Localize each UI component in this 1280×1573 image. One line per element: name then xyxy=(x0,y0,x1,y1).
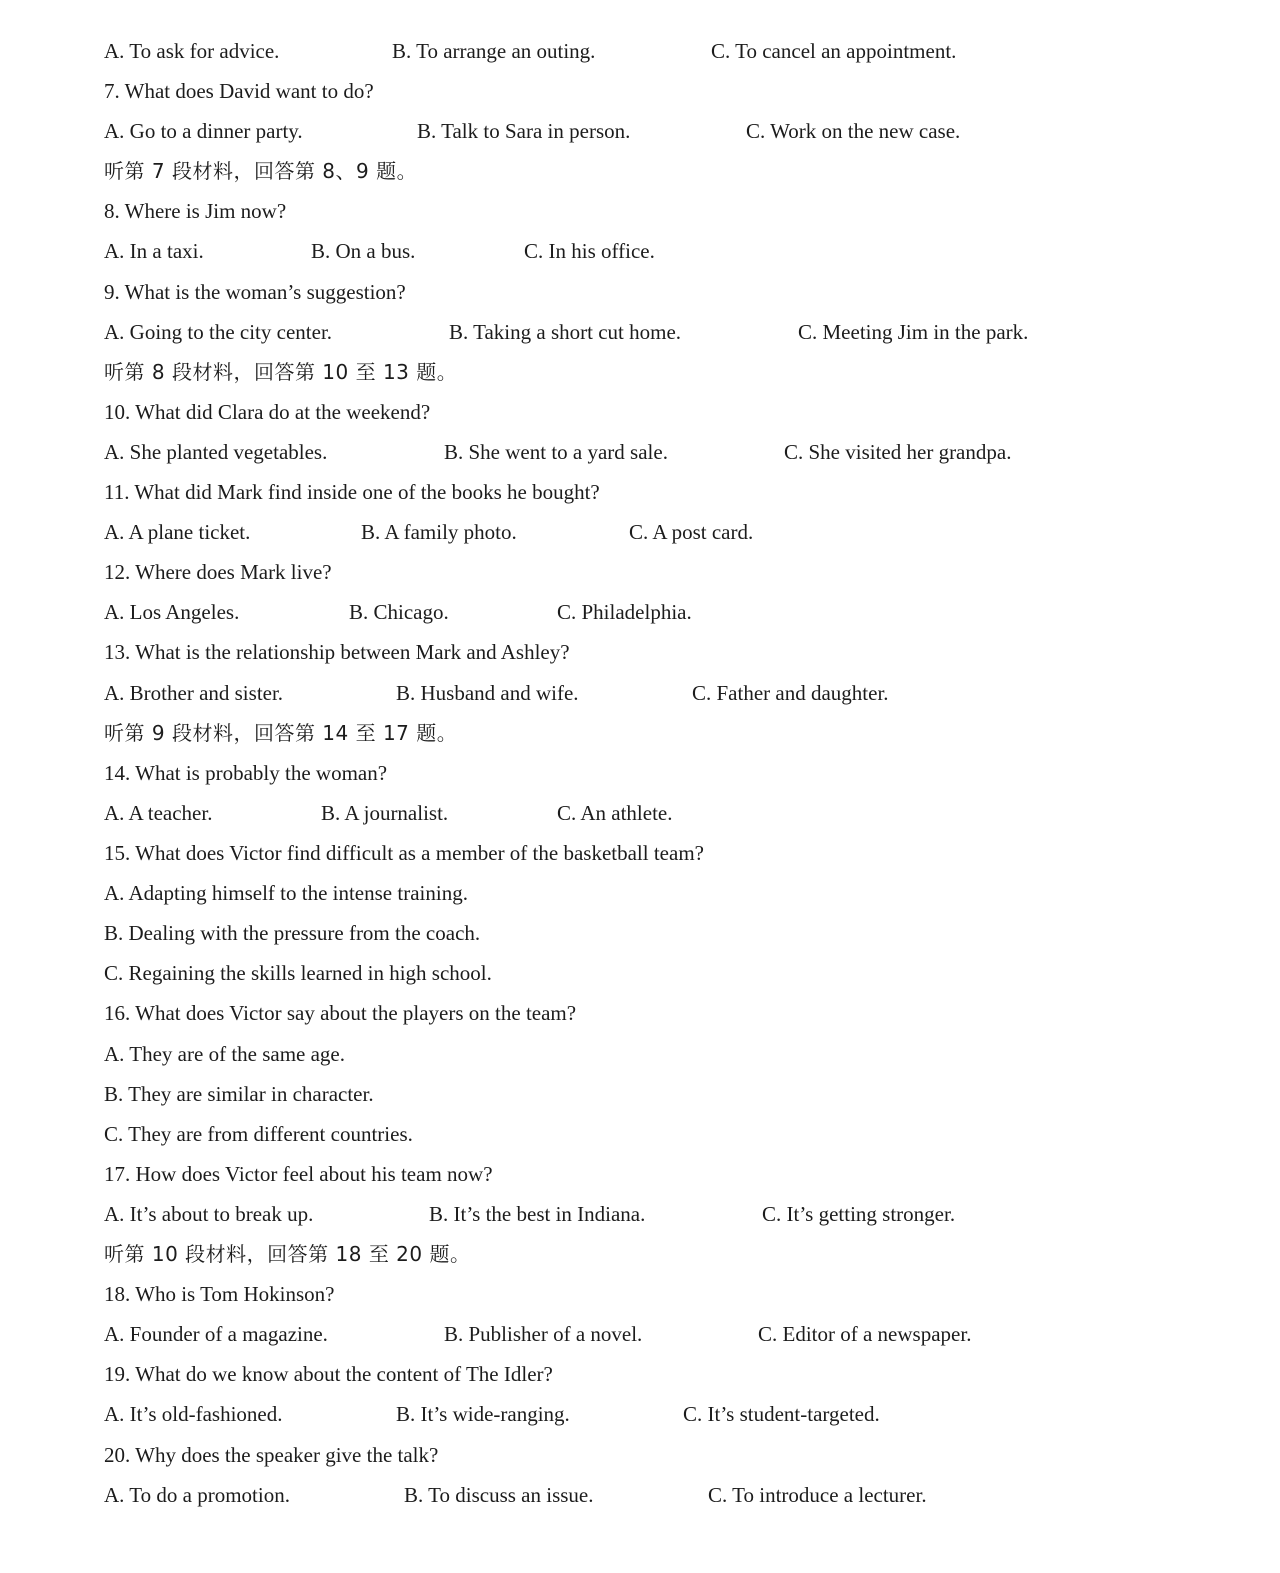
option-row xyxy=(0,1318,1280,1350)
answer-option-a: A. A teacher. xyxy=(104,801,213,825)
answer-option-a: A. Founder of a magazine. xyxy=(104,1322,328,1346)
answer-option-c: C. It’s student-targeted. xyxy=(683,1402,880,1426)
option-row xyxy=(0,797,1280,829)
question-text: 8. Where is Jim now? xyxy=(104,199,287,223)
section-instruction: 听第 7 段材料，回答第 8、9 题。 xyxy=(104,159,418,183)
answer-option-b: B. A family photo. xyxy=(361,520,517,544)
answer-option-c: C. Editor of a newspaper. xyxy=(758,1322,972,1346)
answer-option-line: C. They are from different countries. xyxy=(104,1122,413,1146)
option-row xyxy=(0,1479,1280,1511)
answer-option-a: A. To do a promotion. xyxy=(104,1483,290,1507)
answer-option-a: A. Going to the city center. xyxy=(104,320,333,344)
question-text: 12. Where does Mark live? xyxy=(104,560,332,584)
answer-option-b: B. To arrange an outing. xyxy=(392,39,596,63)
option-row xyxy=(0,1198,1280,1230)
section-instruction: 听第 9 段材料，回答第 14 至 17 题。 xyxy=(104,721,458,745)
answer-option-b: B. To discuss an issue. xyxy=(404,1483,594,1507)
question-text: 17. How does Victor feel about his team now? xyxy=(104,1162,493,1186)
answer-option-b: B. It’s the best in Indiana. xyxy=(429,1202,646,1226)
answer-option-a: A. Brother and sister. xyxy=(104,681,284,705)
question-text: 10. What did Clara do at the weekend? xyxy=(104,400,431,424)
answer-option-c: C. Meeting Jim in the park. xyxy=(798,320,1029,344)
answer-option-line: B. Dealing with the pressure from the coach. xyxy=(104,921,481,945)
answer-option-c: C. Work on the new case. xyxy=(746,119,961,143)
answer-option-c: C. She visited her grandpa. xyxy=(784,440,1012,464)
answer-option-a: A. She planted vegetables. xyxy=(104,440,328,464)
answer-option-a: A. In a taxi. xyxy=(104,239,204,263)
question-text: 19. What do we know about the content of The Idler? xyxy=(104,1362,553,1386)
section-instruction: 听第 8 段材料，回答第 10 至 13 题。 xyxy=(104,360,458,384)
answer-option-a: A. Go to a dinner party. xyxy=(104,119,303,143)
answer-option-b: B. Chicago. xyxy=(349,600,449,624)
answer-option-c: C. An athlete. xyxy=(557,801,673,825)
answer-option-c: C. Philadelphia. xyxy=(557,600,692,624)
question-text: 7. What does David want to do? xyxy=(104,79,374,103)
answer-option-c: C. In his office. xyxy=(524,239,655,263)
question-text: 20. Why does the speaker give the talk? xyxy=(104,1443,439,1467)
answer-option-a: A. It’s old-fashioned. xyxy=(104,1402,283,1426)
answer-option-c: C. A post card. xyxy=(629,520,754,544)
answer-option-b: B. Talk to Sara in person. xyxy=(417,119,631,143)
option-row xyxy=(0,677,1280,709)
answer-option-line: B. They are similar in character. xyxy=(104,1082,374,1106)
question-text: 18. Who is Tom Hokinson? xyxy=(104,1282,335,1306)
option-row xyxy=(0,115,1280,147)
answer-option-c: C. To cancel an appointment. xyxy=(711,39,957,63)
answer-option-a: A. Los Angeles. xyxy=(104,600,240,624)
answer-option-b: B. Taking a short cut home. xyxy=(449,320,682,344)
answer-option-a: A. A plane ticket. xyxy=(104,520,251,544)
answer-option-a: A. To ask for advice. xyxy=(104,39,280,63)
answer-option-b: B. Publisher of a novel. xyxy=(444,1322,643,1346)
answer-option-c: C. It’s getting stronger. xyxy=(762,1202,956,1226)
answer-option-c: C. Father and daughter. xyxy=(692,681,889,705)
question-text: 14. What is probably the woman? xyxy=(104,761,388,785)
section-instruction: 听第 10 段材料，回答第 18 至 20 题。 xyxy=(104,1242,471,1266)
answer-option-line: A. Adapting himself to the intense training. xyxy=(104,881,468,905)
option-row xyxy=(0,316,1280,348)
option-row xyxy=(0,1398,1280,1430)
question-text: 11. What did Mark find inside one of the books he bought? xyxy=(104,480,600,504)
answer-option-b: B. Husband and wife. xyxy=(396,681,579,705)
answer-option-c: C. To introduce a lecturer. xyxy=(708,1483,927,1507)
question-text: 16. What does Victor say about the players on the team? xyxy=(104,1001,577,1025)
option-row xyxy=(0,516,1280,548)
answer-option-b: B. She went to a yard sale. xyxy=(444,440,668,464)
question-text: 9. What is the woman’s suggestion? xyxy=(104,280,406,304)
answer-option-b: B. A journalist. xyxy=(321,801,449,825)
answer-option-b: B. On a bus. xyxy=(311,239,416,263)
answer-option-a: A. It’s about to break up. xyxy=(104,1202,314,1226)
question-text: 13. What is the relationship between Mark and Ashley? xyxy=(104,640,570,664)
answer-option-line: A. They are of the same age. xyxy=(104,1042,346,1066)
answer-option-line: C. Regaining the skills learned in high school. xyxy=(104,961,492,985)
option-row xyxy=(0,235,1280,267)
answer-option-b: B. It’s wide-ranging. xyxy=(396,1402,570,1426)
option-row xyxy=(0,596,1280,628)
option-row xyxy=(0,35,1280,67)
option-row xyxy=(0,436,1280,468)
question-text: 15. What does Victor find difficult as a member of the basketball team? xyxy=(104,841,704,865)
